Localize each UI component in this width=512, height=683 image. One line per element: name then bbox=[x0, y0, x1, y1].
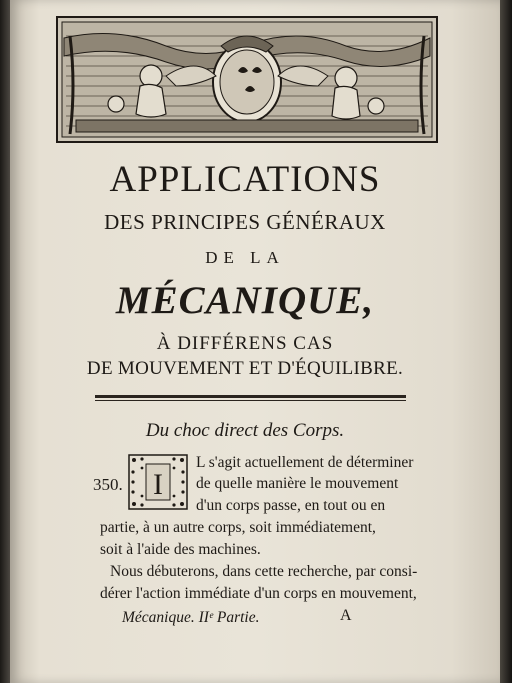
title-de-la: DE LA bbox=[205, 248, 285, 267]
paragraph-line: Nous débuterons, dans cette recherche, par consi- bbox=[110, 563, 418, 580]
headpiece-engraving-icon bbox=[56, 16, 438, 143]
title-applications: APPLICATIONS bbox=[109, 159, 381, 200]
paragraph-number: 350. bbox=[93, 475, 123, 494]
paragraph-line: L s'agit actuellement de déterminer bbox=[196, 454, 414, 471]
section-heading: Du choc direct des Corps. bbox=[145, 420, 345, 441]
title-mecanique: MÉCANIQUE, bbox=[115, 279, 375, 322]
running-title: Mécanique. IIᵉ Partie. bbox=[122, 609, 260, 626]
paragraph-line: dérer l'action immédiate d'un corps en mouvement, bbox=[100, 585, 417, 602]
signature-mark: A bbox=[340, 607, 352, 624]
title-de-mouvement: DE MOUVEMENT ET D'ÉQUILIBRE. bbox=[86, 358, 404, 379]
paragraph-line: d'un corps passe, en tout ou en bbox=[196, 497, 386, 514]
dropcap-ornament-icon bbox=[128, 454, 188, 510]
book-page bbox=[10, 0, 500, 683]
title-a-differens-cas: À DIFFÉRENS CAS bbox=[156, 333, 334, 354]
paragraph-line: soit à l'aide des machines. bbox=[100, 541, 261, 558]
paragraph-line: de quelle manière le mouvement bbox=[196, 475, 399, 492]
paragraph-line: partie, à un autre corps, soit immédiatement, bbox=[100, 519, 376, 536]
divider-rule-thick bbox=[95, 395, 406, 398]
dropcap-letter: I bbox=[153, 468, 163, 501]
book-edge-right bbox=[500, 0, 512, 683]
title-des-principes: DES PRINCIPES GÉNÉRAUX bbox=[104, 210, 386, 234]
divider-rule-thin bbox=[95, 400, 406, 401]
